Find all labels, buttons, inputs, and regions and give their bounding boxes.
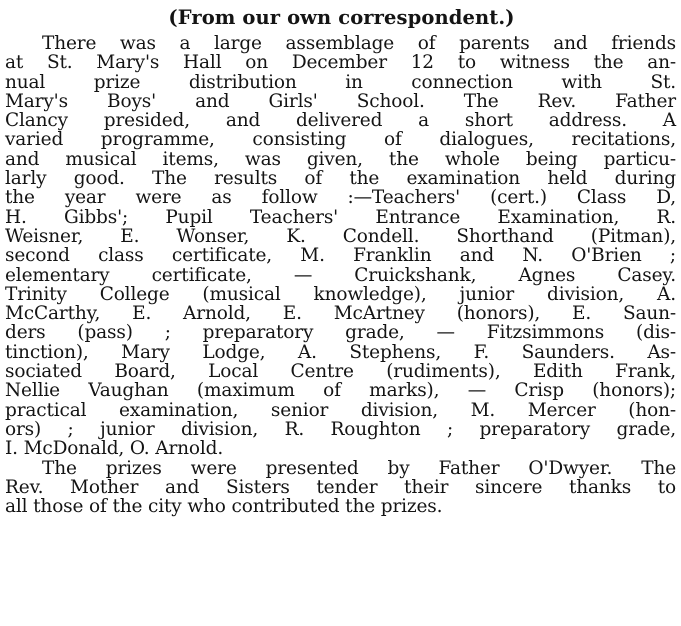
text-line: H. Gibbs'; Pupil Teachers' Entrance Examination, R. (5, 206, 676, 228)
text-line: Mary's Boys' and Girls' School. The Rev. Father (5, 90, 676, 112)
article-heading: (From our own correspondent.) (168, 6, 515, 29)
text-line: varied programme, consisting of dialogues, recitations, (5, 129, 676, 151)
text-line: at St. Mary's Hall on December 12 to witness the an- (5, 52, 676, 74)
text-line: all those of the city who contributed the prizes. (5, 496, 443, 518)
text-line: McCarthy, E. Arnold, E. McArtney (honors), E. Saun- (5, 303, 676, 325)
text-line: Clancy presided, and delivered a short address. A (5, 110, 676, 132)
text-line: ors) ; junior division, R. Roughton ; preparatory grade, (5, 418, 676, 440)
text-line: larly good. The results of the examination held during (5, 168, 676, 190)
text-line: elementary certificate, — Cruickshank, Agnes Casey. (5, 264, 676, 286)
article-paragraph-2 (5, 459, 676, 517)
text-line: Weisner, E. Wonser, K. Condell. Shorthand (Pitman), (5, 225, 676, 247)
text-line: nual prize distribution in connection with St. (5, 71, 676, 93)
text-line: Rev. Mother and Sisters tender their sincere thanks to (5, 476, 676, 498)
text-line: the year were as follow :—Teachers' (cert.) Class D, (5, 187, 676, 209)
text-line: ders (pass) ; preparatory grade, — Fitzsimmons (dis- (5, 322, 676, 344)
text-line: The prizes were presented by Father O'Dwyer. The (42, 457, 676, 479)
text-line: second class certificate, M. Franklin and N. O'Brien ; (5, 245, 676, 267)
text-line: practical examination, senior division, M. Mercer (hon- (5, 399, 676, 421)
text-line: There was a large assemblage of parents and friends (42, 33, 676, 54)
article-paragraph-1 (5, 34, 676, 459)
text-line: sociated Board, Local Centre (rudiments), Edith Frank, (5, 361, 676, 383)
text-line: and musical items, was given, the whole being particu- (5, 148, 676, 170)
text-line: tinction), Mary Lodge, A. Stephens, F. Saunders. As- (5, 341, 676, 363)
text-line: Trinity College (musical knowledge), junior division, A. (5, 283, 676, 305)
text-line: Nellie Vaughan (maximum of marks), — Crisp (honors); (5, 380, 676, 402)
text-line: I. McDonald, O. Arnold. (5, 438, 224, 460)
